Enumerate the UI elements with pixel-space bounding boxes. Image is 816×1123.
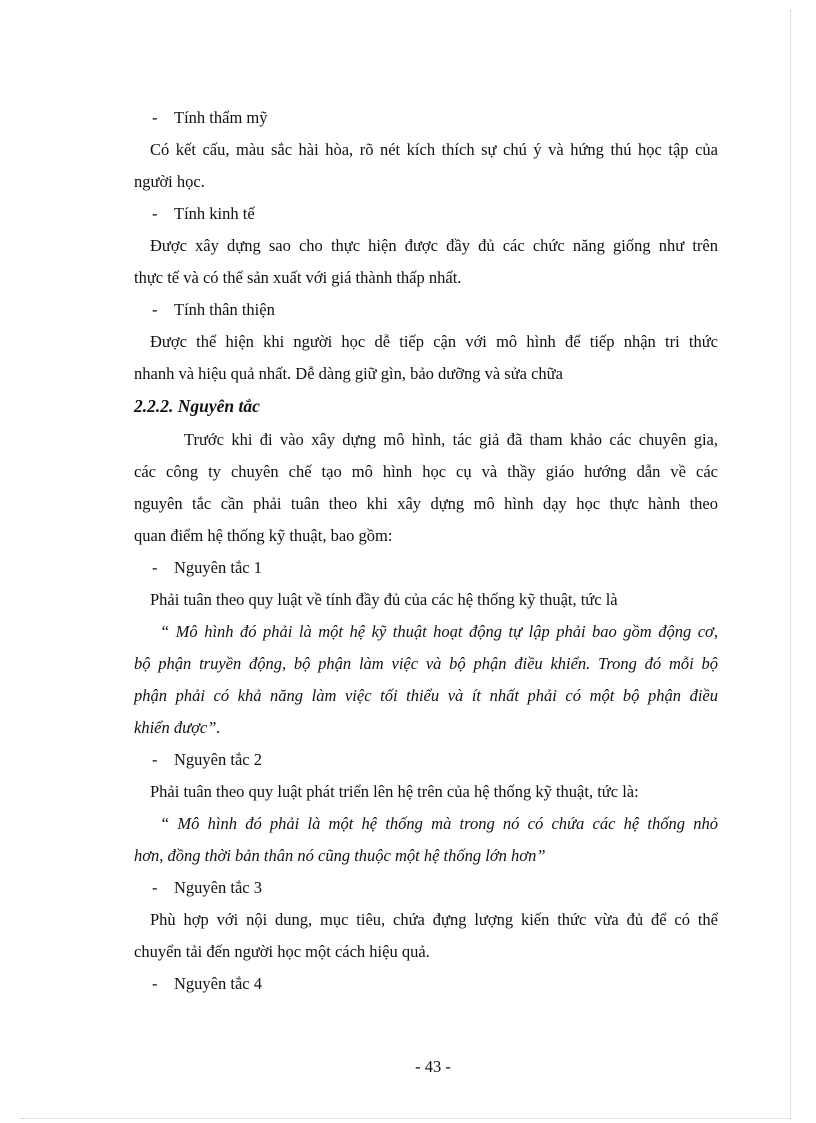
quote-line: khiển được”.	[134, 718, 221, 737]
paragraph-line: quan điểm hệ thống kỹ thuật, bao gồm:	[134, 526, 393, 545]
paragraph-line: Được thể hiện khi người học dễ tiếp cận với mô hình để tiếp nhận tri thức	[150, 332, 718, 351]
bullet-label: Tính thẩm mỹ	[174, 108, 268, 127]
bullet-item	[152, 300, 275, 320]
quote-line: “ Mô hình đó phải là một hệ kỹ thuật hoạt động tự lập phải bao gồm động cơ,	[160, 622, 718, 641]
bullet-item	[152, 974, 262, 994]
paragraph-line: nhanh và hiệu quả nhất. Dễ dàng giữ gìn, bảo dưỡng và sửa chữa	[134, 364, 563, 383]
bullet-dash: -	[152, 300, 158, 319]
paragraph-line: Phải tuân theo quy luật phát triển lên hệ trên của hệ thống kỹ thuật, tức là:	[150, 782, 639, 801]
quote-line: bộ phận truyền động, bộ phận làm việc và bộ phận điều khiển. Trong đó mỗi bộ	[134, 654, 718, 673]
bullet-label: Nguyên tắc 3	[174, 878, 262, 897]
bullet-item	[152, 108, 268, 128]
page-number: - 43 -	[415, 1057, 451, 1076]
paragraph-line: Có kết cấu, màu sắc hài hòa, rõ nét kích thích sự chú ý và hứng thú học tập của	[150, 140, 718, 159]
paragraph-line: chuyển tải đến người học một cách hiệu quả.	[134, 942, 430, 961]
bullet-label: Tính thân thiện	[174, 300, 275, 319]
bullet-label: Nguyên tắc 1	[174, 558, 262, 577]
quote-line: phận phải có khả năng làm việc tối thiểu và ít nhất phải có một bộ phận điều	[134, 686, 718, 705]
paragraph-line: Phải tuân theo quy luật về tính đầy đủ của các hệ thống kỹ thuật, tức là	[150, 590, 618, 609]
bullet-dash: -	[152, 750, 158, 769]
quote-line: “ Mô hình đó phải là một hệ thống mà trong nó có chứa các hệ thống nhỏ	[160, 814, 718, 833]
paragraph-line: Phù hợp với nội dung, mục tiêu, chứa đựng lượng kiến thức vừa đủ để có thể	[150, 910, 718, 929]
paragraph-line: nguyên tắc cần phải tuân theo khi xây dựng mô hình dạy học thực hành theo	[134, 494, 718, 513]
bullet-dash: -	[152, 878, 158, 897]
paragraph-line: Được xây dựng sao cho thực hiện được đầy đủ các chức năng giống như trên	[150, 236, 718, 255]
bullet-dash: -	[152, 108, 158, 127]
bullet-label: Tính kinh tế	[174, 204, 255, 223]
bullet-item	[152, 558, 262, 578]
section-heading: 2.2.2. Nguyên tắc	[134, 396, 260, 416]
paragraph-line: các công ty chuyên chế tạo mô hình học cụ và thầy giáo hướng dẫn về các	[134, 462, 718, 481]
bullet-label: Nguyên tắc 2	[174, 750, 262, 769]
paragraph-line: Trước khi đi vào xây dựng mô hình, tác giả đã tham khảo các chuyên gia,	[184, 430, 718, 449]
bullet-item	[152, 750, 262, 770]
bullet-item	[152, 204, 255, 224]
quote-line: hơn, đồng thời bản thân nó cũng thuộc một hệ thống lớn hơn”	[134, 846, 546, 865]
bullet-dash: -	[152, 204, 158, 223]
bullet-item	[152, 878, 262, 898]
paragraph-line: thực tế và có thể sản xuất với giá thành thấp nhất.	[134, 268, 462, 287]
paragraph-line: người học.	[134, 172, 205, 191]
bullet-label: Nguyên tắc 4	[174, 974, 262, 993]
bullet-dash: -	[152, 974, 158, 993]
bullet-dash: -	[152, 558, 158, 577]
